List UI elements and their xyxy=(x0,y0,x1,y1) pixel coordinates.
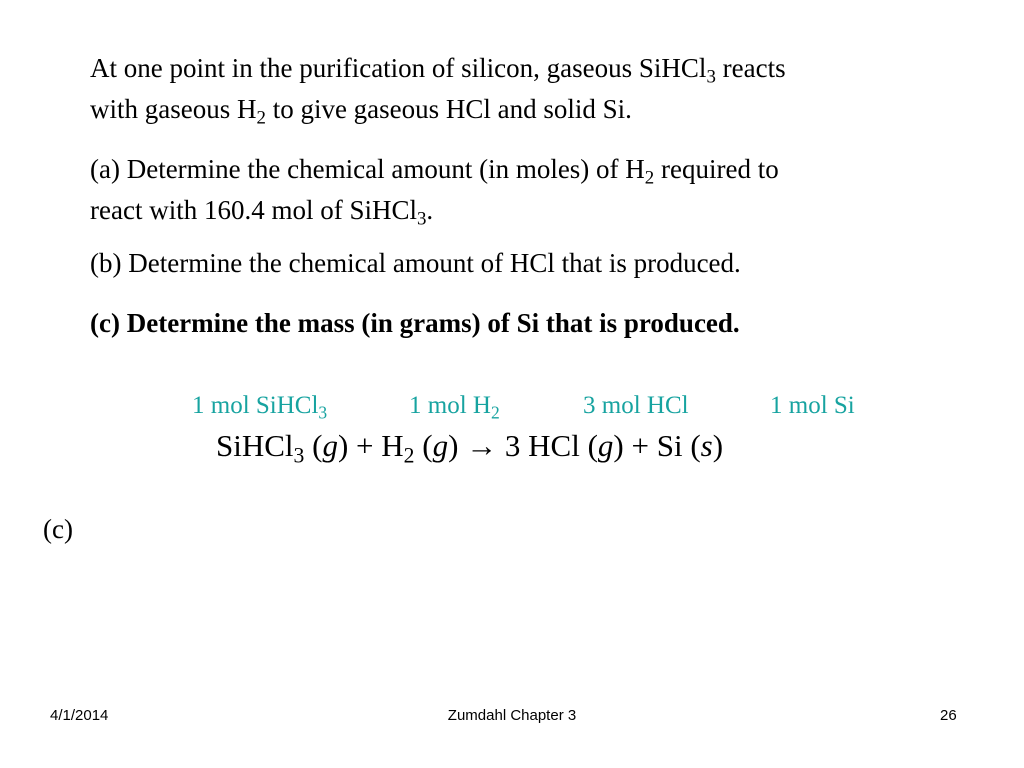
question-a-line-1: (a) Determine the chemical amount (in moles) of $H_2$ required to xyxy=(90,154,779,189)
question-a-line-2: react with 160.4 mol of SiHCl$_3$. xyxy=(90,195,434,230)
work-label-c: (c) xyxy=(43,514,73,544)
mole-label-hcl: 3 mol HCl xyxy=(583,392,689,419)
question-b: (b) Determine the chemical amount of HCl that is produced. xyxy=(90,248,741,278)
problem-intro-line-2: with gaseous $H_2$ to give gaseous HCl and solid Si. xyxy=(90,94,632,129)
mole-label-h2: 1 mol $H_2$ xyxy=(409,392,500,423)
footer-date: 4/1/2014 xyxy=(50,707,109,724)
footer-title: Zumdahl Chapter 3 xyxy=(447,707,577,724)
question-c: (c) Determine the mass (in grams) of Si that is produced. xyxy=(90,308,740,338)
mole-label-sihcl3: 1 mol SiHCl$_3$ xyxy=(192,392,328,423)
mole-label-si: 1 mol Si xyxy=(770,392,855,419)
footer-page-number: 26 xyxy=(940,707,957,724)
problem-intro-line-1: At one point in the purification of silicon, gaseous SiHCl$_3$ reacts xyxy=(90,53,786,88)
chemical-equation: SiHCl$_3$ $(g) + H_2$ (g) → 3 HCl (g) + Si (s) xyxy=(216,428,724,468)
